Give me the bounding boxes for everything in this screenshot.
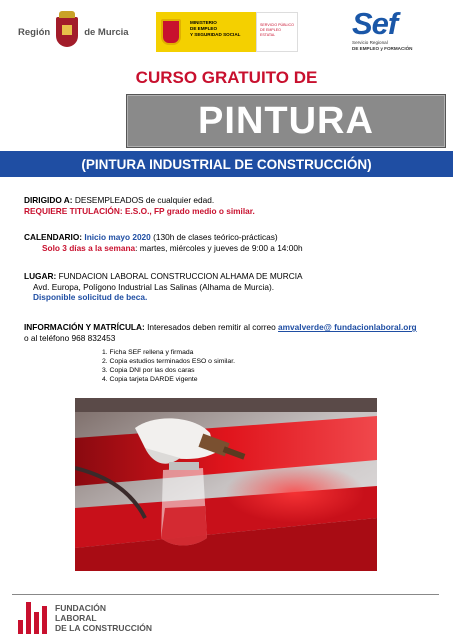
- sef-logo: [352, 8, 432, 52]
- sef-subtitle-2: DE EMPLEO y FORMACIÓN: [352, 46, 413, 51]
- fundacion-text: [55, 603, 152, 633]
- murcia-coat-of-arms-icon: [56, 17, 78, 47]
- spray-painting-photo: [75, 398, 377, 571]
- course-subtitle: (PINTURA INDUSTRIAL DE CONSTRUCCIÓN): [81, 156, 372, 172]
- calendario-start: Inicio mayo 2020: [82, 232, 151, 242]
- list-item: 3. Copia DNI por las dos caras: [102, 367, 195, 374]
- calendario-section: [24, 232, 303, 253]
- dirigido-section: [24, 195, 255, 216]
- list-item: 2. Copia estudios terminados ESO o similar.: [102, 358, 235, 365]
- fundacion-line-1: FUNDACIÓN: [55, 603, 106, 613]
- fundacion-laboral-logo: [18, 602, 152, 634]
- lugar-address: Avd. Europa, Polígono Industrial Las Salinas (Alhama de Murcia).: [33, 281, 275, 292]
- requirements-list: [102, 348, 235, 384]
- email-link[interactable]: amvalverde@ fundacionlaboral.org: [278, 322, 417, 332]
- dirigido-requirement: REQUIERE TITULACIÓN: E.S.O., FP grado medio o similar.: [24, 205, 255, 216]
- course-title: PINTURA: [198, 99, 374, 142]
- sef-wordmark: Sef: [352, 6, 398, 41]
- ministerio-empleo-logo: [156, 12, 298, 52]
- course-prefix: CURSO GRATUITO DE: [135, 68, 318, 87]
- lugar-place: FUNDACION LABORAL CONSTRUCCION ALHAMA DE MURCIA: [56, 271, 303, 281]
- footer-divider: [12, 594, 439, 595]
- sepe-text: SERVICIO PÚBLICO DE EMPLEO ESTATAL: [256, 12, 298, 52]
- info-text: Interesados deben remitir al correo: [144, 322, 279, 332]
- dirigido-text: DESEMPLEADOS de cualquier edad.: [72, 195, 215, 205]
- calendario-label: CALENDARIO:: [24, 232, 83, 242]
- fundacion-line-2: LABORAL: [55, 613, 97, 623]
- ministerio-text: [186, 12, 256, 52]
- ministerio-line-3: Y SEGURIDAD SOCIAL: [190, 32, 241, 37]
- info-phone: o al teléfono 968 832453: [24, 332, 116, 343]
- calendario-hours: (130h de clases teórico-prácticas): [150, 232, 278, 242]
- lugar-beca: Disponible solicitud de beca.: [33, 292, 148, 302]
- fundacion-bars-icon: [18, 602, 47, 634]
- title-band: [126, 94, 446, 148]
- murcia-logo-text-right: de Murcia: [84, 26, 129, 38]
- calendario-days-highlight: Solo 3 días a la semana: [42, 242, 136, 253]
- info-section: [24, 322, 417, 343]
- sef-subtitle-1: Servicio Regional: [352, 40, 388, 45]
- spain-coat-of-arms-icon: [156, 12, 186, 52]
- fundacion-line-3: DE LA CONSTRUCCIÓN: [55, 623, 152, 633]
- murcia-logo-text-left: Región: [18, 26, 51, 38]
- lugar-section: [24, 271, 303, 303]
- info-label: INFORMACIÓN Y MATRÍCULA:: [24, 322, 145, 332]
- ministerio-line-1: MINISTERIO: [190, 20, 217, 25]
- dirigido-label: DIRIGIDO A:: [24, 195, 73, 205]
- lugar-label: LUGAR:: [24, 271, 57, 281]
- subtitle-band: [0, 151, 453, 177]
- list-item: 4. Copia tarjeta DARDE vigente: [102, 376, 198, 383]
- ministerio-line-2: DE EMPLEO: [190, 26, 218, 31]
- calendario-days-text: : martes, miércoles y jueves de 9:00 a 14:00h: [135, 242, 303, 253]
- list-item: 1. Ficha SEF rellena y firmada: [102, 349, 194, 356]
- region-de-murcia-logo: [18, 14, 129, 50]
